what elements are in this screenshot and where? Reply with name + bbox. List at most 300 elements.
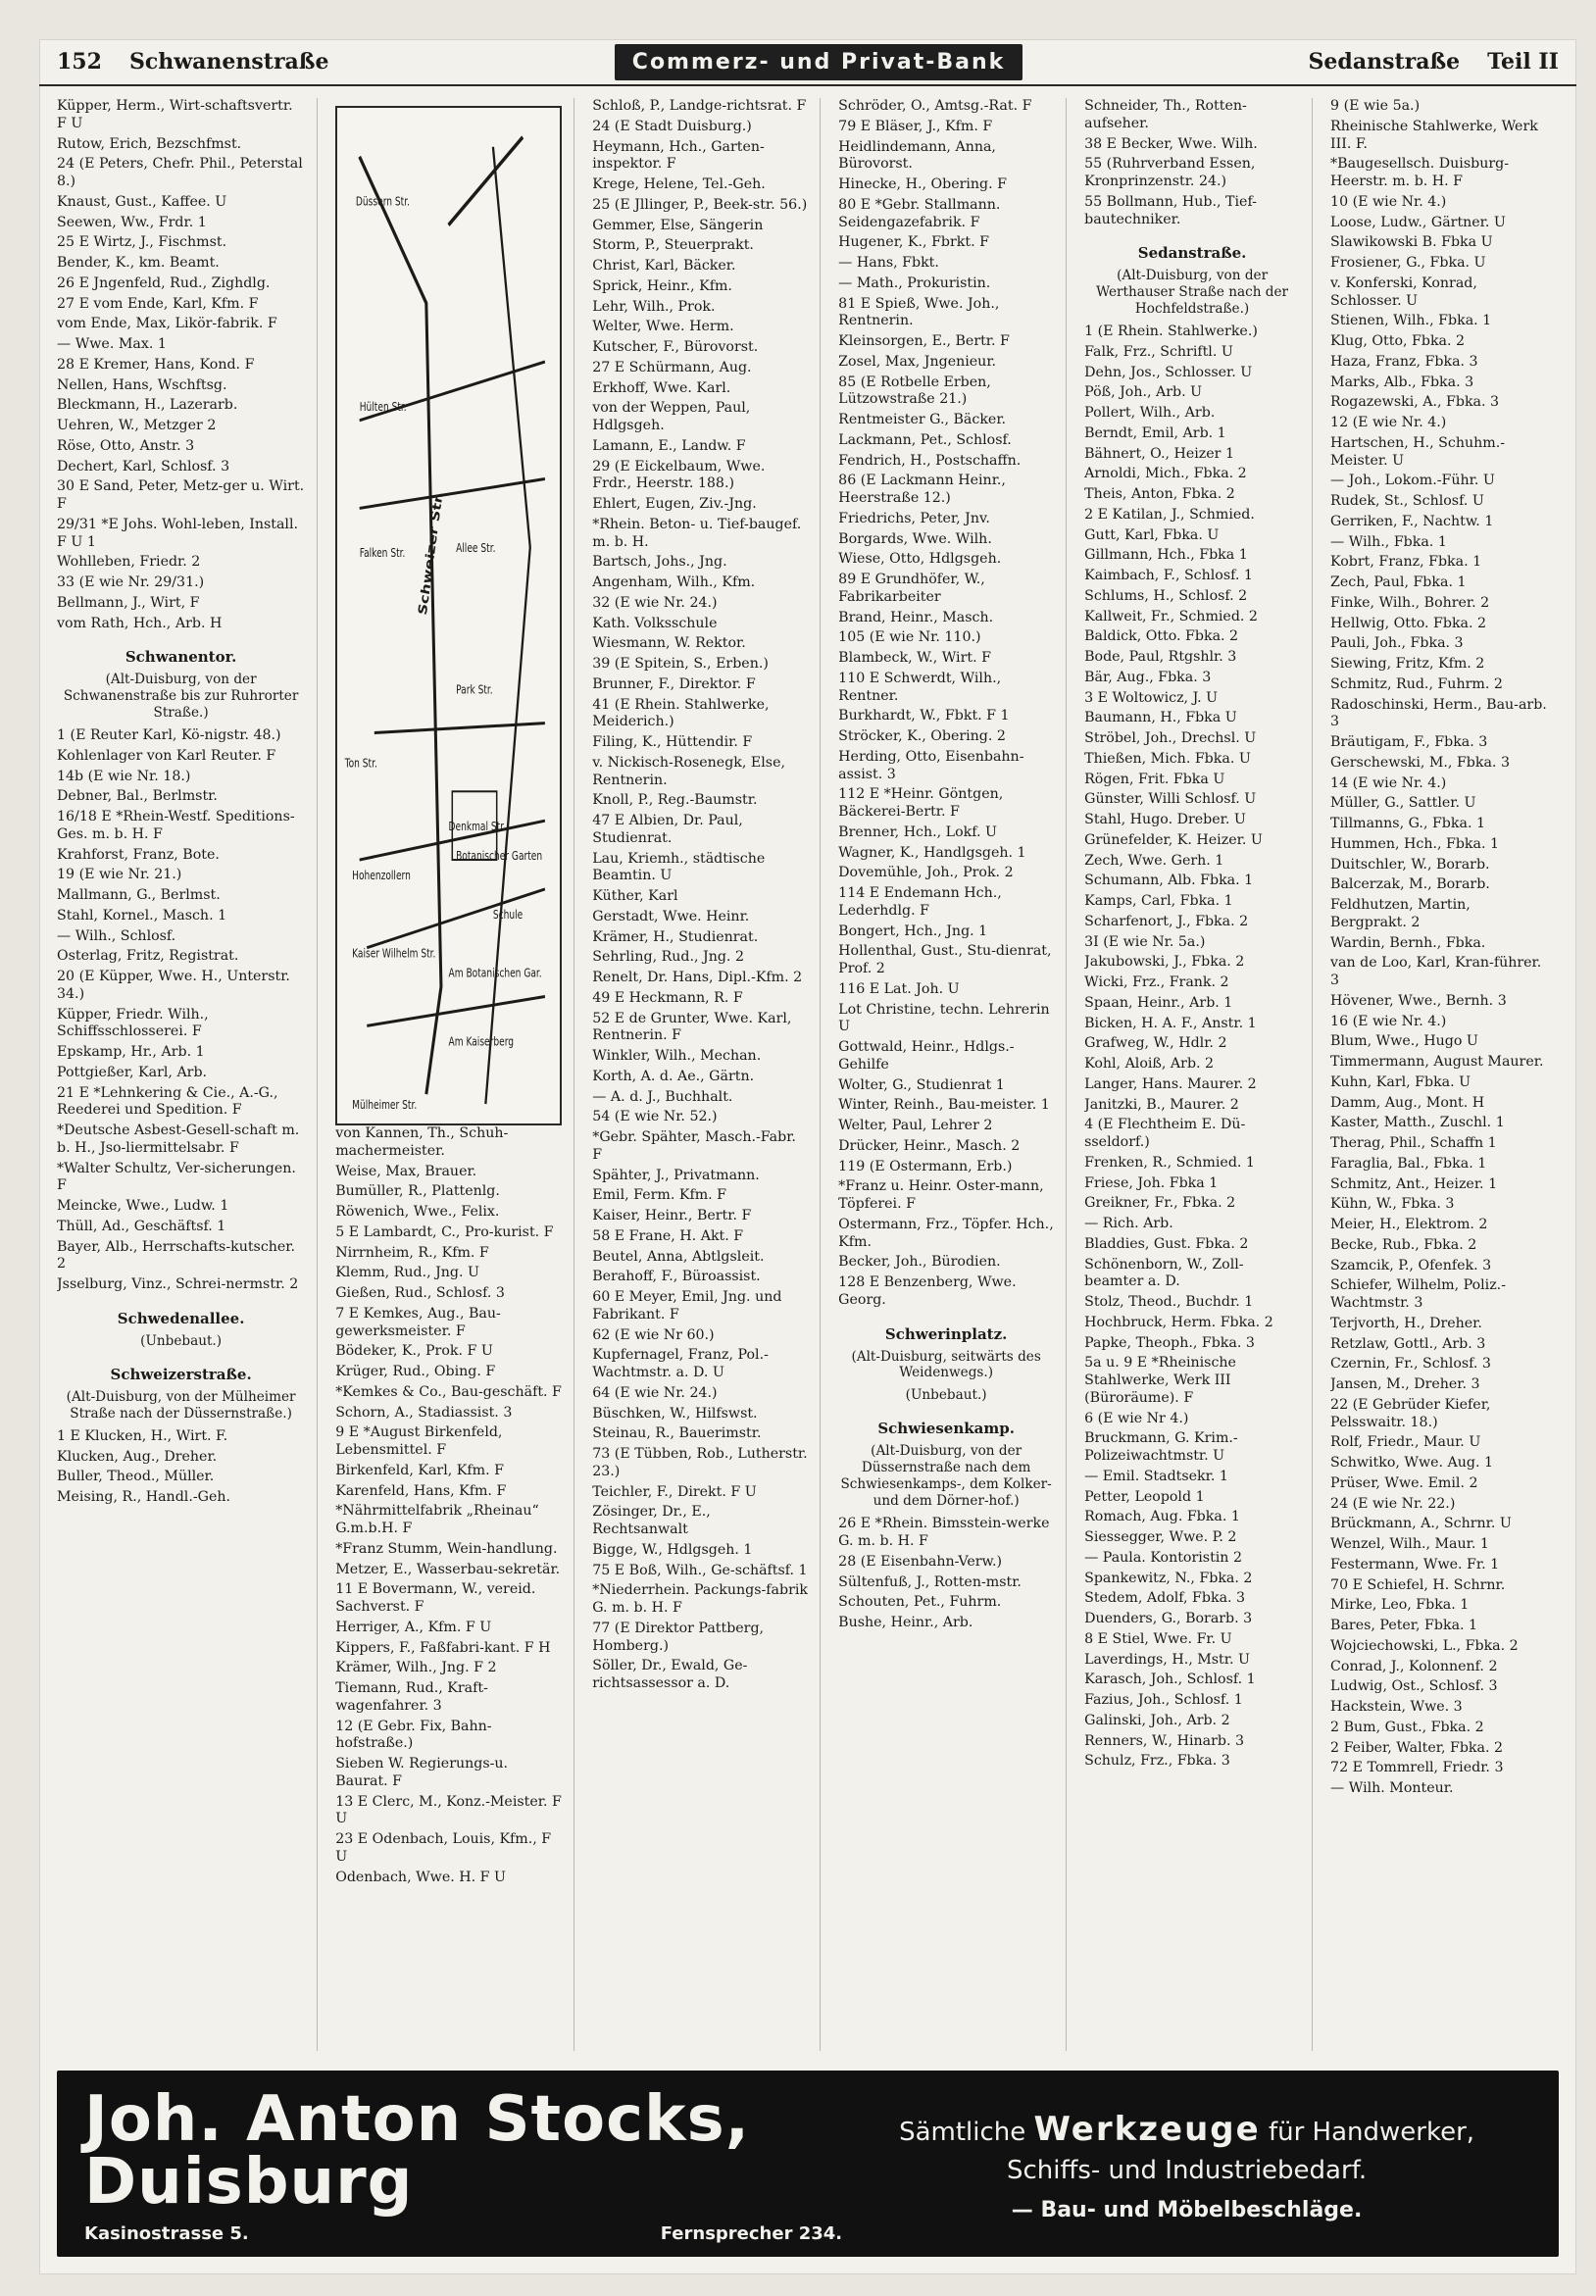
directory-entry: 24 (E wie Nr. 22.) — [1330, 1495, 1456, 1512]
directory-entry: Stahl, Kornel., Masch. 1 — [57, 907, 227, 923]
directory-entry: Meincke, Wwe., Ludw. 1 — [57, 1198, 229, 1215]
ad-address: Kasinostrasse 5. — [84, 2223, 249, 2244]
directory-entry: 8 E Stiel, Wwe. Fr. U — [1084, 1630, 1232, 1647]
directory-entry: 16 (E wie Nr. 4.) — [1330, 1013, 1447, 1029]
directory-entry: Janitzki, B., Maurer. 2 — [1084, 1096, 1239, 1113]
directory-entry: 11 E Bovermann, W., vereid. Sachverst. F — [335, 1581, 536, 1615]
directory-entry: 60 E Meyer, Emil, Jng. und Fabrikant. F — [592, 1289, 782, 1323]
directory-entry: 49 E Heckmann, R. F — [592, 989, 743, 1006]
directory-entry: Gerriken, F., Nachtw. 1 — [1330, 513, 1494, 529]
directory-entry: *Niederrhein. Packungs-fabrik G. m. b. H. F — [592, 1582, 808, 1616]
map-svg — [337, 108, 560, 1123]
directory-entry: 3 E Woltowicz, J. U — [1084, 689, 1219, 706]
ad-line-3: — Bau- und Möbelbeschläge. — [1011, 2197, 1363, 2222]
directory-entry: — Rich. Arb. — [1084, 1216, 1173, 1232]
header-right — [1309, 49, 1559, 75]
directory-entry: van de Loo, Karl, Kran-führer. 3 — [1330, 955, 1542, 988]
directory-entry: Wicki, Frz., Frank. 2 — [1084, 974, 1229, 991]
directory-entry: Terjvorth, H., Dreher. — [1330, 1315, 1482, 1331]
directory-entry: 2 Bum, Gust., Fbka. 2 — [1330, 1719, 1484, 1735]
directory-entry: Damm, Aug., Mont. H — [1330, 1094, 1485, 1111]
map-label-hohenzollern: Hohenzollern — [352, 868, 412, 883]
advertisement — [57, 2071, 1559, 2257]
directory-entry: Küther, Karl — [592, 888, 678, 904]
directory-entry: Duitschler, W., Borarb. — [1330, 856, 1490, 873]
directory-entry: Pöß, Joh., Arb. U — [1084, 384, 1203, 401]
directory-entry: Krahforst, Franz, Bote. — [57, 846, 220, 863]
directory-entry: Epskamp, Hr., Arb. 1 — [57, 1044, 205, 1061]
directory-entry: Jsselburg, Vinz., Schrei-nermstr. 2 — [57, 1276, 299, 1293]
directory-entry: Szamcik, P., Ofenfek. 3 — [1330, 1257, 1492, 1273]
directory-entry: 24 (E Peters, Chefr. Phil., Peterstal 8.) — [57, 156, 303, 189]
directory-entry: Kaiser, Heinr., Bertr. F — [592, 1208, 752, 1223]
directory-entry: 22 (E Gebrüder Kiefer, Pelsswaitr. 18.) — [1330, 1396, 1491, 1430]
directory-entry: Sültenfuß, J., Rotten-mstr. — [838, 1573, 1022, 1590]
directory-entry: 13 E Clerc, M., Konz.-Meister. F U — [335, 1793, 562, 1827]
directory-entry: *Franz Stumm, Wein-handlung. — [335, 1540, 558, 1557]
directory-entry: Jakubowski, J., Fbka. 2 — [1084, 954, 1245, 971]
directory-entry: Stahl, Hugo. Dreber. U — [1084, 812, 1246, 828]
right-section-title: Sedanstraße — [1308, 49, 1461, 75]
directory-entry: Gemmer, Else, Sängerin — [592, 217, 764, 233]
directory-entry: Blum, Wwe., Hugo U — [1330, 1033, 1478, 1050]
street-map — [335, 106, 562, 1125]
directory-entry: Erkhoff, Wwe. Karl. — [592, 379, 731, 396]
directory-entry: Krämer, Wilh., Jng. F 2 — [335, 1660, 497, 1676]
directory-entry: Bladdies, Gust. Fbka. 2 — [1084, 1235, 1249, 1252]
directory-entry: Gillmann, Hch., Fbka 1 — [1084, 547, 1248, 564]
directory-entry: Angenham, Wilh., Kfm. — [592, 574, 756, 590]
directory-entry: 5 E Lambardt, C., Pro-kurist. F — [335, 1223, 554, 1240]
directory-entry: Schumann, Alb. Fbka. 1 — [1084, 873, 1254, 889]
directory-entry: Siewing, Fritz, Kfm. 2 — [1330, 656, 1485, 672]
directory-entry: Brenner, Hch., Lokf. U — [838, 824, 997, 840]
directory-entry: Röwenich, Wwe., Felix. — [335, 1204, 500, 1220]
directory-entry: Lot Christine, techn. Lehrerin U — [838, 1001, 1050, 1035]
directory-entry: 70 E Schiefel, H. Schrnr. — [1330, 1576, 1506, 1593]
directory-entry: Petter, Leopold 1 — [1084, 1488, 1205, 1505]
directory-entry: Langer, Hans. Maurer. 2 — [1084, 1075, 1257, 1092]
directory-entry: Berndt, Emil, Arb. 1 — [1084, 424, 1226, 441]
directory-entry: Gottwald, Heinr., Hdlgs.-Gehilfe — [838, 1039, 1015, 1073]
directory-entry: Nirrnheim, R., Kfm. F — [335, 1244, 489, 1261]
directory-entry: Friese, Joh. Fbka 1 — [1084, 1174, 1219, 1191]
directory-entry: Mallmann, G., Berlmst. — [57, 887, 221, 904]
directory-entry: Büschken, W., Hilfswst. — [592, 1405, 758, 1422]
directory-entry: Ströcker, K., Obering. 2 — [838, 728, 1006, 744]
directory-entry: Jansen, M., Dreher. 3 — [1330, 1376, 1480, 1392]
directory-entry: Müller, G., Sattler. U — [1330, 795, 1476, 812]
directory-entry: Finke, Wilh., Bohrer. 2 — [1330, 594, 1490, 611]
directory-entry: — Math., Prokuristin. — [838, 275, 991, 291]
directory-entry: Beutel, Anna, Abtlgsleit. — [592, 1248, 765, 1265]
directory-entry: Bähnert, O., Heizer 1 — [1084, 445, 1234, 462]
directory-entry: Schulz, Frz., Fbka. 3 — [1084, 1753, 1230, 1770]
section-title: Schwedenallee. — [117, 1309, 245, 1327]
directory-entry: *Kemkes & Co., Bau-geschäft. F — [335, 1383, 562, 1400]
directory-entry: Christ, Karl, Bäcker. — [592, 258, 736, 274]
directory-entry: *Nährmittelfabrik „Rheinau“ G.m.b.H. F — [335, 1503, 539, 1536]
directory-entry: Gerschewski, M., Fbka. 3 — [1330, 754, 1510, 771]
directory-entry: Thießen, Mich. Fbka. U — [1084, 750, 1251, 767]
directory-entry: 75 E Boß, Wilh., Ge-schäftsf. 1 — [592, 1562, 808, 1578]
directory-entry: Burkhardt, W., Fbkt. F 1 — [838, 708, 1010, 724]
directory-entry: 79 E Bläser, J., Kfm. F — [838, 118, 993, 134]
directory-entry: Bayer, Alb., Herrschafts-kutscher. 2 — [57, 1238, 296, 1273]
directory-columns — [57, 98, 1559, 2051]
map-label-schule: Schule — [493, 907, 524, 923]
directory-entry: Rogazewski, A., Fbka. 3 — [1330, 394, 1500, 411]
section-title: Schwanentor. — [125, 648, 237, 667]
directory-entry: 58 E Frane, H. Akt. F — [592, 1227, 744, 1244]
directory-entry: Lackmann, Pet., Schlosf. — [838, 431, 1012, 448]
directory-entry: Baldick, Otto. Fbka. 2 — [1084, 628, 1239, 645]
directory-entry: Scharfenort, J., Fbka. 2 — [1084, 913, 1249, 929]
directory-entry: Schloß, P., Landge-richtsrat. F — [592, 98, 807, 114]
directory-entry: Heymann, Hch., Garten-inspektor. F — [592, 138, 765, 173]
directory-entry: Kaimbach, F., Schlosf. 1 — [1084, 568, 1253, 584]
map-label-park: Park Str. — [456, 682, 493, 698]
directory-entry: Lehr, Wilh., Prok. — [592, 298, 716, 315]
directory-entry: Meising, R., Handl.-Geh. — [57, 1489, 230, 1506]
directory-entry: Stedem, Adolf, Fbka. 3 — [1084, 1590, 1246, 1607]
directory-entry: Bartsch, Johs., Jng. — [592, 554, 727, 571]
directory-entry: Radoschinski, Herm., Bau-arb. 3 — [1330, 696, 1547, 730]
column-3 — [592, 98, 821, 2051]
directory-entry: Krüger, Rud., Obing. F — [335, 1364, 496, 1379]
directory-entry: Romach, Aug. Fbka. 1 — [1084, 1509, 1240, 1525]
directory-entry: 80 E *Gebr. Stallmann. Seidengazefabrik. F — [838, 196, 1001, 230]
directory-entry: 12 (E wie Nr. 4.) — [1330, 415, 1447, 430]
directory-entry: Sieben W. Regierungs-u. Baurat. F — [335, 1756, 509, 1789]
directory-entry: Thüll, Ad., Geschäftsf. 1 — [57, 1218, 226, 1234]
left-section-title: Schwanenstraße — [128, 49, 329, 75]
directory-entry: 81 E Spieß, Wwe. Joh., Rentnerin. — [838, 295, 1000, 329]
directory-entry: Heidlindemann, Anna, Bürovorst. — [838, 138, 996, 173]
directory-entry: Odenbach, Wwe. H. F U — [335, 1869, 506, 1885]
directory-entry: Korth, A. d. Ae., Gärtn. — [592, 1068, 755, 1084]
directory-entry: Schouten, Pet., Fuhrm. — [838, 1594, 1002, 1611]
directory-entry: 52 E de Grunter, Wwe. Karl, Rentnerin. F — [592, 1010, 792, 1044]
directory-entry: Zech, Wwe. Gerh. 1 — [1084, 852, 1224, 869]
directory-entry: Brückmann, A., Schrnr. U — [1330, 1516, 1512, 1532]
directory-entry: Bares, Peter, Fbka. 1 — [1330, 1618, 1478, 1633]
directory-entry: 28 (E Eisenbahn-Verw.) — [838, 1553, 1003, 1570]
column-6 — [1330, 98, 1559, 2051]
directory-entry: Faraglia, Bal., Fbka. 1 — [1330, 1155, 1487, 1172]
directory-entry: Kallweit, Fr., Schmied. 2 — [1084, 608, 1258, 624]
directory-entry: Renners, W., Hinarb. 3 — [1084, 1732, 1244, 1749]
directory-entry: 27 E Schürmann, Aug. — [592, 359, 752, 375]
directory-entry: Hackstein, Wwe. 3 — [1330, 1699, 1463, 1715]
directory-entry: Spähter, J., Privatmann. — [592, 1167, 760, 1183]
directory-entry: Czernin, Fr., Schlosf. 3 — [1330, 1356, 1491, 1373]
directory-entry: Bleckmann, H., Lazerarb. — [57, 397, 238, 414]
directory-entry: Sehrling, Rud., Jng. 2 — [592, 949, 744, 966]
directory-entry: Schwitko, Wwe. Aug. 1 — [1330, 1455, 1494, 1471]
directory-entry: Kohl, Aloiß, Arb. 2 — [1084, 1056, 1215, 1073]
directory-entry: Slawikowski B. Fbka U — [1330, 234, 1493, 251]
directory-entry: von Kannen, Th., Schuh-machermeister. — [335, 1125, 509, 1159]
directory-entry: *Deutsche Asbest-Gesell-schaft m. b. H., Jso-liermittelsabr. F — [57, 1123, 300, 1156]
directory-entry: Klucken, Aug., Dreher. — [57, 1448, 218, 1465]
directory-entry: 7 E Kemkes, Aug., Bau-gewerksmeister. F — [335, 1305, 501, 1339]
directory-entry: Herriger, A., Kfm. F U — [335, 1619, 492, 1635]
directory-entry: Duenders, G., Borarb. 3 — [1084, 1611, 1253, 1627]
directory-entry: 26 E *Rhein. Bimsstein-werke G. m. b. H. F — [838, 1516, 1050, 1550]
directory-entry: Dovemühle, Joh., Prok. 2 — [838, 865, 1014, 881]
directory-entry: Hollenthal, Gust., Stu-dienrat, Prof. 2 — [838, 943, 1052, 976]
directory-entry: 62 (E wie Nr 60.) — [592, 1326, 715, 1343]
section-subnote: (Unbebaut.) — [905, 1387, 987, 1404]
directory-entry: 38 E Becker, Wwe. Wilh. — [1084, 135, 1258, 152]
directory-entry: Bongert, Hch., Jng. 1 — [838, 923, 988, 939]
directory-entry: Hövener, Wwe., Bernh. 3 — [1330, 992, 1507, 1009]
directory-entry: vom Ende, Max, Likör-fabrik. F — [57, 316, 277, 332]
section-note: (Alt-Duisburg, von der Düssernstraße nach dem Schwiesenkamps-, dem Kolker- und dem Dörner-hof.) — [840, 1443, 1052, 1510]
directory-entry: — Joh., Lokom.-Führ. U — [1330, 473, 1495, 489]
section-title: Schwerinplatz. — [884, 1324, 1008, 1343]
directory-entry: Krege, Helene, Tel.-Geh. — [592, 176, 766, 192]
directory-entry: 14 (E wie Nr. 4.) — [1330, 774, 1447, 791]
directory-entry: Günster, Willi Schlosf. U — [1084, 791, 1257, 808]
directory-entry: Stienen, Wilh., Fbka. 1 — [1330, 313, 1492, 329]
directory-entry: Timmermann, August Maurer. — [1330, 1054, 1544, 1070]
directory-entry: 26 E Jngenfeld, Rud., Zighdlg. — [57, 275, 271, 291]
map-label-denkmal: Denkmal Str. — [448, 819, 507, 834]
directory-entry: Pollert, Wilh., Arb. — [1084, 405, 1216, 422]
directory-entry: Sprick, Heinr., Kfm. — [592, 277, 732, 294]
directory-entry: 2 Feiber, Walter, Fbka. 2 — [1330, 1739, 1504, 1756]
directory-entry: Birkenfeld, Karl, Kfm. F — [335, 1462, 504, 1478]
directory-entry: 29 (E Eickelbaum, Wwe. Frdr., Heerstr. 188.) — [592, 458, 766, 492]
directory-entry: Wenzel, Wilh., Maur. 1 — [1330, 1536, 1489, 1552]
directory-entry: Bode, Paul, Rtgshlr. 3 — [1084, 649, 1237, 666]
page-header — [39, 39, 1576, 86]
directory-entry: 21 E *Lehnkering & Cie., A.-G., Reederei und Spedition. F — [57, 1084, 278, 1119]
directory-entry: 105 (E wie Nr. 110.) — [838, 629, 981, 646]
directory-entry: 30 E Sand, Peter, Metz-ger u. Wirt. F — [57, 478, 305, 512]
directory-entry: Lamann, E., Landw. F — [592, 437, 746, 454]
directory-entry: Kobrt, Franz, Fbka. 1 — [1330, 554, 1482, 571]
directory-entry: Bellmann, J., Wirt, F — [57, 594, 200, 611]
directory-entry: Buller, Theod., Müller. — [57, 1469, 215, 1485]
directory-entry: 25 (E Jllinger, P., Beek-str. 56.) — [592, 196, 808, 213]
directory-entry: Kohlenlager von Karl Reuter. F — [57, 747, 276, 764]
directory-entry: 27 E vom Ende, Karl, Kfm. F — [57, 295, 259, 312]
directory-entry: Feldhutzen, Martin, Bergprakt. 2 — [1330, 897, 1471, 930]
ad-line-2: Schiffs- und Industriebedarf. — [1006, 2155, 1368, 2185]
directory-entry: Kleinsorgen, E., Bertr. F — [838, 333, 1010, 349]
directory-entry: Papke, Theoph., Fbka. 3 — [1084, 1334, 1255, 1351]
directory-entry: 4 (E Flechtheim E. Dü-sseldorf.) — [1084, 1117, 1246, 1151]
directory-entry: Schröder, O., Amtsg.-Rat. F — [838, 98, 1032, 114]
directory-entry: Balcerzak, M., Borarb. — [1330, 876, 1490, 893]
directory-entry: 10 (E wie Nr. 4.) — [1330, 193, 1447, 210]
directory-entry: 54 (E wie Nr. 52.) — [592, 1109, 718, 1125]
directory-entry: 41 (E Rhein. Stahlwerke, Meiderich.) — [592, 696, 770, 730]
directory-entry: 72 E Tommrell, Friedr. 3 — [1330, 1760, 1504, 1776]
directory-entry: Kupfernagel, Franz, Pol.-Wachtmstr. a. D. U — [592, 1347, 769, 1380]
directory-entry: Schlums, H., Schlosf. 2 — [1084, 587, 1248, 604]
directory-entry: 32 (E wie Nr. 24.) — [592, 594, 718, 611]
section-title: Sedanstraße. — [1137, 244, 1247, 263]
directory-entry: — Wwe. Max. 1 — [57, 336, 167, 352]
directory-entry: Meier, H., Elektrom. 2 — [1330, 1217, 1488, 1232]
directory-entry: Kippers, F., Faßfabri-kant. F H — [335, 1639, 551, 1656]
directory-entry: 85 (E Rotbelle Erben, Lützowstraße 21.) — [838, 374, 991, 408]
directory-entry: 1 E Klucken, H., Wirt. F. — [57, 1427, 228, 1444]
directory-entry: Storm, P., Steuerprakt. — [592, 237, 754, 254]
directory-entry: — Wilh. Monteur. — [1330, 1780, 1454, 1796]
directory-entry: Ostermann, Frz., Töpfer. Hch., Kfm. — [838, 1216, 1054, 1250]
directory-entry: Festermann, Wwe. Fr. 1 — [1330, 1556, 1500, 1572]
directory-entry: Bigge, W., Hdlgsgeh. 1 — [592, 1541, 753, 1558]
section-title: Schweizerstraße. — [110, 1365, 252, 1383]
directory-entry: Welter, Paul, Lehrer 2 — [838, 1118, 993, 1133]
directory-entry: Zech, Paul, Fbka. 1 — [1330, 574, 1467, 590]
directory-entry: Kühn, W., Fbka. 3 — [1330, 1196, 1455, 1213]
directory-entry: Greikner, Fr., Fbka. 2 — [1084, 1195, 1236, 1212]
directory-entry: — Hans, Fbkt. — [838, 255, 939, 271]
directory-entry: Kath. Volksschule — [592, 615, 718, 631]
ad-company: Joh. Anton Stocks, Duisburg — [84, 2083, 750, 2219]
directory-entry: Rolf, Friedr., Maur. U — [1330, 1434, 1481, 1451]
directory-entry: Hinecke, H., Obering. F — [838, 176, 1007, 192]
page-number: 152 — [57, 49, 102, 75]
directory-entry: Wohlleben, Friedr. 2 — [57, 554, 201, 571]
directory-entry: Ehlert, Eugen, Ziv.-Jng. — [592, 496, 757, 512]
directory-entry: 20 (E Küpper, Wwe. H., Unterstr. 34.) — [57, 969, 290, 1002]
directory-entry: — Wilh., Schlosf. — [57, 927, 176, 944]
directory-entry: Rudek, St., Schlosf. U — [1330, 493, 1484, 509]
directory-entry: Rutow, Erich, Bezschfmst. — [57, 135, 242, 152]
directory-entry: Bumüller, R., Plattenlg. — [335, 1183, 500, 1200]
map-label-main: Schweizer Str. — [416, 490, 447, 617]
ad-line-1-post: für Handwerker, — [1268, 2118, 1475, 2147]
directory-entry: Klemm, Rud., Jng. U — [335, 1265, 479, 1281]
column-4 — [838, 98, 1067, 2051]
directory-entry: Welter, Wwe. Herm. — [592, 319, 734, 335]
directory-entry: Wardin, Bernh., Fbka. — [1330, 934, 1486, 951]
directory-entry: 5a u. 9 E *Rheinische Stahlwerke, Werk III (Büroräume). F — [1084, 1355, 1236, 1406]
directory-entry: Galinski, Joh., Arb. 2 — [1084, 1712, 1230, 1728]
directory-entry: Winkler, Wilh., Mechan. — [592, 1048, 762, 1064]
directory-entry: Röse, Otto, Anstr. 3 — [57, 437, 195, 454]
directory-entry: Küpper, Friedr. Wilh., Schiffsschlosserei. F — [57, 1006, 209, 1040]
section-note: (Unbebaut.) — [140, 1332, 223, 1349]
map-label-falken: Falken Str. — [359, 545, 406, 561]
directory-entry: 23 E Odenbach, Louis, Kfm., F U — [335, 1831, 552, 1865]
ad-left — [84, 2083, 843, 2244]
map-label-ton: Ton Str. — [344, 756, 378, 771]
directory-entry: Hartschen, H., Schuhm.-Meister. U — [1330, 434, 1506, 469]
directory-entry: Therag, Phil., Schaffn 1 — [1330, 1135, 1497, 1151]
directory-entry: Baumann, H., Fbka U — [1084, 710, 1237, 726]
directory-entry: 114 E Endemann Hch., Lederhdlg. F — [838, 885, 1002, 919]
directory-entry: Wiese, Otto, Hdlgsgeh. — [838, 551, 1002, 568]
directory-entry: Schneider, Th., Rotten-aufseher. — [1084, 98, 1247, 131]
directory-entry: Bräutigam, F., Fbka. 3 — [1330, 734, 1488, 750]
directory-entry: v. Nickisch-Rosenegk, Else, Rentnerin. — [592, 754, 785, 788]
map-label-muelheimer: Mülheimer Str. — [352, 1097, 418, 1113]
map-label-botanischer: Botanischer Garten — [456, 848, 543, 864]
directory-entry: Hochbruck, Herm. Fbka. 2 — [1084, 1314, 1273, 1330]
directory-entry: Kaster, Matth., Zuschl. 1 — [1330, 1115, 1505, 1131]
column-1 — [57, 98, 318, 2051]
directory-entry: Grünefelder, K. Heizer. U — [1084, 831, 1263, 848]
directory-entry: Kamps, Carl, Fbka. 1 — [1084, 893, 1233, 910]
directory-entry: 119 (E Ostermann, Erb.) — [838, 1158, 1013, 1174]
directory-entry: Emil, Ferm. Kfm. F — [592, 1187, 727, 1204]
directory-entry: Wojciechowski, L., Fbka. 2 — [1330, 1637, 1519, 1654]
directory-entry: Ludwig, Ost., Schlosf. 3 — [1330, 1678, 1498, 1695]
directory-entry: Tiemann, Rud., Kraft-wagenfahrer. 3 — [335, 1680, 488, 1714]
directory-entry: 89 E Grundhöfer, W., Fabrikarbeiter — [838, 572, 985, 605]
directory-entry: Nellen, Hans, Wschftsg. — [57, 376, 227, 393]
directory-entry: Hellwig, Otto. Fbka. 2 — [1330, 615, 1487, 631]
directory-entry: Zosel, Max, Jngenieur. — [838, 353, 997, 370]
directory-entry: 73 (E Tübben, Rob., Lutherstr. 23.) — [592, 1446, 808, 1479]
directory-entry: Schmitz, Rud., Fuhrm. 2 — [1330, 675, 1503, 692]
directory-entry: 77 (E Direktor Pattberg, Homberg.) — [592, 1620, 765, 1654]
directory-entry: 110 E Schwerdt, Wilh., Rentner. — [838, 670, 1002, 704]
column-5 — [1084, 98, 1313, 2051]
directory-entry: *Gebr. Spähter, Masch.-Fabr. F — [592, 1129, 796, 1163]
directory-entry: Gerstadt, Wwe. Heinr. — [592, 908, 750, 924]
map-label-duessern: Düssern Str. — [356, 194, 411, 209]
directory-entry: Debner, Bal., Berlmstr. — [57, 788, 218, 805]
directory-entry: Becke, Rub., Fbka. 2 — [1330, 1236, 1477, 1253]
section-note: (Alt-Duisburg, seitwärts des Weidenwegs.) — [851, 1348, 1041, 1381]
column-2-entries — [335, 1125, 562, 1886]
directory-entry: 1 (E Reuter Karl, Kö-nigstr. 48.) — [57, 727, 281, 744]
directory-entry: Loose, Ludw., Gärtner. U — [1330, 214, 1506, 230]
directory-entry: Renelt, Dr. Hans, Dipl.-Kfm. 2 — [592, 970, 803, 985]
directory-entry: *Rhein. Beton- u. Tief-baugef. m. b. H. — [592, 516, 802, 550]
directory-entry: Winter, Reinh., Bau-meister. 1 — [838, 1097, 1050, 1114]
directory-entry: Spaan, Heinr., Arb. 1 — [1084, 994, 1233, 1011]
directory-entry: Zösinger, Dr., E., Rechtsanwalt — [592, 1504, 711, 1537]
directory-entry: Schorn, A., Stadiassist. 3 — [335, 1404, 513, 1421]
directory-entry: — A. d. J., Buchhalt. — [592, 1088, 733, 1105]
directory-entry: Bödeker, K., Prok. F U — [335, 1343, 493, 1360]
section-note: (Alt-Duisburg, von der Werthauser Straße nach der Hochfeldstraße.) — [1096, 268, 1289, 318]
directory-entry: 24 (E Stadt Duisburg.) — [592, 118, 752, 134]
map-label-kaiser: Kaiser Wilhelm Str. — [352, 946, 436, 962]
directory-entry: Rögen, Frit. Fbka U — [1084, 771, 1225, 787]
directory-entry: 9 E *August Birkenfeld, Lebensmittel. F — [335, 1424, 503, 1458]
directory-entry: Fendrich, H., Postschaffn. — [838, 452, 1022, 469]
directory-entry: Frenken, R., Schmied. 1 — [1084, 1154, 1255, 1171]
directory-entry: 1 (E Rhein. Stahlwerke.) — [1084, 324, 1258, 340]
directory-entry: Bender, K., km. Beamt. — [57, 255, 220, 271]
directory-entry: Conrad, J., Kolonnenf. 2 — [1330, 1658, 1498, 1674]
directory-entry: Ströbel, Joh., Drechsl. U — [1084, 730, 1257, 747]
directory-entry: Bruckmann, G. Krim.-Polizeiwachtmstr. U — [1084, 1430, 1238, 1465]
directory-entry: Stolz, Theod., Buchdr. 1 — [1084, 1294, 1254, 1311]
directory-entry: Spankewitz, N., Fbka. 2 — [1084, 1570, 1253, 1586]
directory-entry: Fazius, Joh., Schlosf. 1 — [1084, 1692, 1243, 1709]
directory-entry: Uehren, W., Metzger 2 — [57, 418, 217, 433]
directory-entry: Krämer, H., Studienrat. — [592, 928, 759, 945]
directory-entry: — Emil. Stadtsekr. 1 — [1084, 1468, 1228, 1484]
map-label-am-botanischen: Am Botanischen Gar. — [448, 966, 542, 980]
directory-entry: *Walter Schultz, Ver-sicherungen. F — [57, 1160, 296, 1194]
directory-entry: Klug, Otto, Fbka. 2 — [1330, 333, 1466, 349]
directory-entry: Falk, Frz., Schriftl. U — [1084, 343, 1233, 360]
directory-entry: Theis, Anton, Fbka. 2 — [1084, 486, 1235, 503]
